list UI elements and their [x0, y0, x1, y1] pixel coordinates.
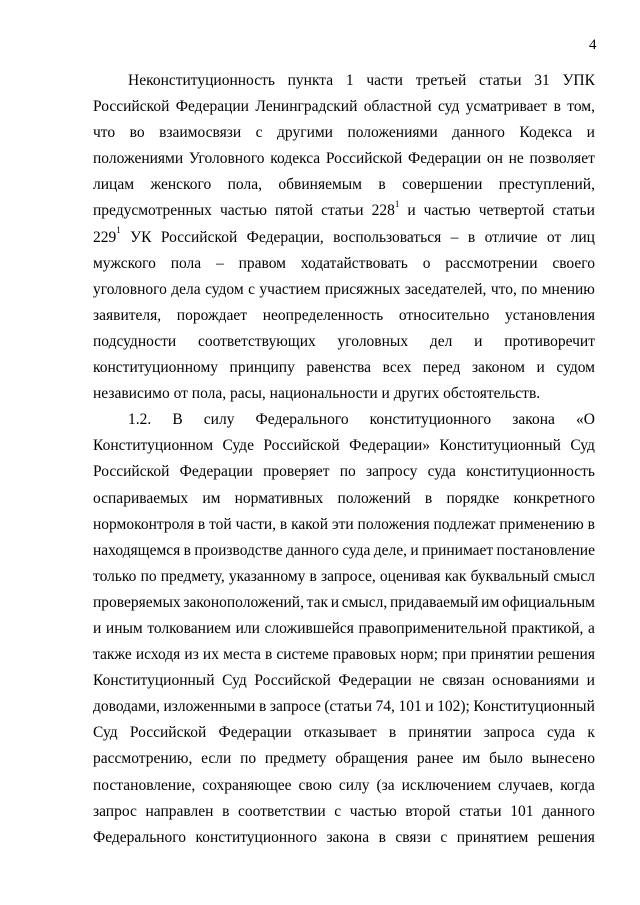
- word: им: [462, 750, 481, 768]
- word: в: [279, 515, 288, 533]
- word: частью: [423, 202, 471, 220]
- word: 102);: [437, 698, 470, 716]
- word: по: [521, 280, 538, 298]
- word: основаниями: [492, 672, 579, 690]
- word: конституционность: [466, 463, 595, 481]
- text-line: [93, 486, 595, 512]
- word: 31: [534, 72, 550, 89]
- word: закона: [512, 411, 555, 429]
- text-line: [93, 225, 595, 251]
- word: Суде: [222, 437, 254, 455]
- word: им: [481, 593, 500, 611]
- word: принципу: [229, 359, 295, 377]
- word: подсудности: [93, 332, 177, 350]
- word: УПК: [562, 72, 595, 89]
- word: дел: [429, 332, 453, 350]
- word: областной: [363, 98, 432, 116]
- word: места: [223, 646, 261, 664]
- word: отказывает: [303, 724, 377, 742]
- word: оценивая: [379, 567, 441, 585]
- word: частью: [349, 802, 397, 820]
- word: Конституционный: [93, 672, 215, 690]
- word: заявителя,: [93, 306, 162, 324]
- word: правом: [238, 254, 286, 272]
- word: суда: [546, 724, 576, 742]
- word: Российской: [254, 672, 331, 690]
- word: положениями: [347, 124, 438, 142]
- word: присяжных: [324, 280, 401, 298]
- word: позволяет: [529, 150, 595, 168]
- text-line: [93, 642, 595, 668]
- word: –: [216, 254, 224, 272]
- word: лиц: [570, 228, 595, 246]
- word: и: [410, 541, 419, 559]
- word: пола: [170, 254, 202, 272]
- word: Федерации: [407, 150, 482, 168]
- word: по: [240, 750, 257, 768]
- word: Неконституционность: [128, 72, 275, 89]
- word: нормативных: [234, 489, 324, 507]
- word: им: [202, 489, 221, 507]
- word: закона: [326, 828, 370, 846]
- word: производстве: [194, 541, 283, 559]
- text-line: [93, 825, 595, 851]
- word: перед: [422, 359, 461, 377]
- word: (статьи: [324, 698, 372, 716]
- word: конституционного: [195, 828, 317, 846]
- word: в: [309, 567, 317, 585]
- word: запросу: [366, 463, 418, 481]
- text-line: [93, 146, 595, 172]
- word: и: [425, 698, 434, 716]
- word: мнению: [541, 280, 595, 298]
- word: 101: [398, 698, 422, 716]
- word: том,: [567, 98, 595, 116]
- word: статьи: [321, 202, 364, 220]
- word: силу: [338, 776, 370, 794]
- word: эти: [331, 515, 354, 533]
- word: по: [140, 567, 157, 585]
- word: Российской: [129, 724, 207, 742]
- word: $229^1$: [93, 225, 121, 246]
- word: норм;: [400, 646, 439, 664]
- word: Российской: [325, 150, 403, 168]
- word: кодекса: [270, 150, 321, 168]
- word: указанному: [228, 567, 306, 585]
- word: 74,: [375, 698, 395, 716]
- word: или: [235, 619, 260, 637]
- word: вынесено: [531, 750, 595, 768]
- word: принятием: [456, 828, 529, 846]
- text-line: [93, 773, 595, 799]
- word: противоречит: [504, 332, 595, 350]
- word: решения: [537, 828, 595, 846]
- word: в: [553, 98, 561, 116]
- word: от: [546, 228, 562, 246]
- word: 101: [510, 802, 534, 820]
- word: предмету: [264, 750, 327, 768]
- word: в: [587, 515, 595, 533]
- word: относительно: [398, 306, 490, 324]
- word: постановление,: [93, 776, 196, 794]
- word: в: [424, 489, 433, 507]
- word: Уголовного: [188, 150, 265, 168]
- word: к: [587, 724, 595, 742]
- word: не: [508, 150, 524, 168]
- word: иным: [105, 619, 143, 637]
- word: (за: [376, 776, 395, 794]
- word: правоприменительной: [358, 619, 507, 637]
- word: воспользоваться: [333, 228, 442, 246]
- word: судом: [205, 280, 244, 298]
- word: принятии: [408, 724, 472, 742]
- word: с: [248, 280, 255, 298]
- word: из: [184, 646, 199, 664]
- text-line: [93, 668, 595, 694]
- word: направлен: [145, 802, 214, 820]
- word: порядке: [446, 489, 500, 507]
- word: Федерации,: [246, 228, 324, 246]
- word: исключением: [401, 776, 492, 794]
- word: запросе: [269, 698, 321, 716]
- word: предмету,: [160, 567, 225, 585]
- word: дела: [171, 280, 201, 298]
- word: пятой: [274, 202, 314, 220]
- word: Российской: [93, 463, 170, 481]
- word: Конституционный: [473, 698, 595, 716]
- word: конституционного: [369, 411, 492, 429]
- word: неопределенность: [262, 306, 384, 324]
- word: смысл,: [341, 593, 388, 611]
- word: статьи: [552, 202, 595, 220]
- word: и: [474, 332, 483, 350]
- word: практикой,: [511, 619, 584, 637]
- word: Федерации: [179, 463, 253, 481]
- word: конкретного: [513, 489, 595, 507]
- word: силу: [203, 411, 235, 429]
- paragraph-1: [93, 68, 595, 407]
- word: в: [467, 228, 476, 246]
- word: равенства: [306, 359, 372, 377]
- word: свою: [298, 776, 332, 794]
- word: оспариваемых: [93, 489, 189, 507]
- word: придаваемый: [389, 593, 479, 611]
- word: что,: [490, 280, 517, 298]
- word: другими: [277, 124, 333, 142]
- word: принимает: [422, 541, 494, 559]
- word: конституционному: [93, 359, 218, 377]
- word: о: [422, 254, 431, 272]
- word: в: [259, 698, 267, 716]
- word: как: [444, 567, 467, 585]
- word: четвертой: [478, 202, 545, 220]
- text-line: [93, 172, 595, 198]
- word: запросе,: [320, 567, 376, 585]
- word: деле,: [373, 541, 408, 559]
- word: Российской: [160, 228, 238, 246]
- word: пункта: [287, 72, 334, 89]
- word: статьи: [479, 72, 522, 89]
- word: суд: [438, 98, 460, 116]
- word: исходя: [135, 646, 181, 664]
- word: данного: [542, 802, 595, 820]
- word: данного: [452, 124, 505, 142]
- word: в: [378, 828, 386, 846]
- text-line: [93, 433, 595, 459]
- word: части: [366, 72, 403, 89]
- word: нормоконтроля: [93, 515, 195, 533]
- word: статьи: [459, 802, 502, 820]
- word: заседателей,: [404, 280, 487, 298]
- word: 1.2.: [128, 411, 152, 429]
- word: во: [129, 124, 145, 142]
- word: 1: [345, 72, 354, 89]
- word: в: [378, 176, 386, 194]
- text-line: [93, 68, 595, 94]
- paragraph-2: [93, 407, 595, 851]
- word: толкованием: [147, 619, 231, 637]
- word: с: [440, 828, 448, 846]
- word: и: [536, 359, 545, 377]
- word: подлежат: [433, 515, 496, 533]
- text-line: [93, 616, 595, 642]
- word: –: [450, 228, 459, 246]
- word: доводами,: [93, 698, 160, 716]
- word: с: [255, 124, 263, 142]
- text-line: [93, 538, 595, 564]
- text-line: [93, 590, 595, 616]
- word: буквальный: [470, 567, 550, 585]
- word: принятии: [470, 646, 534, 664]
- word: установления: [504, 306, 595, 324]
- word: а: [588, 619, 595, 637]
- word: женского: [150, 176, 212, 194]
- text-line: [93, 355, 595, 381]
- word: что: [93, 124, 116, 142]
- word: с: [334, 802, 342, 820]
- word: соответствующих: [197, 332, 316, 350]
- word: суда: [427, 463, 456, 481]
- superscript: 1: [116, 225, 121, 236]
- word: частью: [219, 202, 267, 220]
- word: Федерации: [338, 672, 412, 690]
- word: сохраняющее: [202, 776, 292, 794]
- word: отличие: [484, 228, 538, 246]
- word: рассмотрении: [445, 254, 538, 272]
- word: только: [93, 567, 137, 585]
- word: уголовных: [337, 332, 409, 350]
- word: какой: [291, 515, 329, 533]
- word: также: [93, 646, 132, 664]
- word: если: [201, 750, 232, 768]
- word: Федерального: [255, 411, 349, 429]
- text-line: [93, 277, 595, 303]
- word: в: [222, 802, 230, 820]
- word: так: [306, 593, 329, 611]
- word: порождает: [176, 306, 248, 324]
- word: официальным: [501, 593, 595, 611]
- text-line: [93, 746, 595, 772]
- word: второй: [405, 802, 451, 820]
- word: судом: [556, 359, 595, 377]
- word: рассмотрению,: [93, 750, 193, 768]
- word: законом: [471, 359, 525, 377]
- word: и: [586, 124, 595, 142]
- word: лицам: [93, 176, 135, 194]
- word: Конституционный: [439, 437, 561, 455]
- word: постановление: [496, 541, 595, 559]
- word: смысл: [553, 567, 595, 585]
- text-line: [93, 303, 595, 329]
- word: обращения: [335, 750, 409, 768]
- word: Суд: [222, 672, 247, 690]
- word: проверяет: [263, 463, 330, 481]
- word: третьей: [415, 72, 467, 89]
- word: запроса: [483, 724, 535, 742]
- text-line: [93, 198, 595, 224]
- word: преступлений,: [498, 176, 595, 194]
- text-line: [93, 120, 595, 146]
- word: изложенными: [163, 698, 256, 716]
- text-line: [93, 799, 595, 825]
- word: по: [339, 463, 356, 481]
- word: той: [209, 515, 232, 533]
- word: всех: [382, 359, 412, 377]
- word: обвиняемым: [278, 176, 362, 194]
- text-line: [93, 329, 595, 355]
- word: части,: [235, 515, 277, 533]
- word: В: [172, 411, 183, 429]
- word: их: [202, 646, 219, 664]
- text-line: [93, 512, 595, 538]
- word: было: [489, 750, 523, 768]
- word: он: [486, 150, 503, 168]
- word: связан: [442, 672, 485, 690]
- word: системе: [276, 646, 329, 664]
- document-body: [93, 68, 595, 851]
- word: Ленинградский: [255, 98, 358, 116]
- word: не: [419, 672, 435, 690]
- word: взаимосвязи: [159, 124, 242, 142]
- superscript: 1: [394, 199, 400, 210]
- word: суда: [342, 541, 371, 559]
- word: в: [197, 515, 206, 533]
- word: Конституционном: [93, 437, 214, 455]
- word: Федерации: [218, 724, 292, 742]
- word: и: [407, 202, 416, 220]
- word: УК: [130, 228, 152, 246]
- word: положений: [337, 489, 411, 507]
- word: запрос: [93, 802, 137, 820]
- word: «О: [576, 411, 595, 429]
- word: в: [183, 541, 191, 559]
- word: при: [442, 646, 467, 664]
- word: участием: [259, 280, 321, 298]
- text-line: [93, 720, 595, 746]
- word: соответствии: [238, 802, 326, 820]
- word: Суд: [93, 724, 118, 742]
- page-number: 4: [589, 37, 597, 53]
- word: усматривает: [465, 98, 548, 116]
- word: связи: [395, 828, 431, 846]
- word: Федерального: [93, 828, 187, 846]
- word: мужского: [93, 254, 156, 272]
- word: случаев,: [497, 776, 554, 794]
- word: когда: [560, 776, 595, 794]
- text-line: [93, 251, 595, 277]
- word: и: [93, 619, 102, 637]
- word: Федерации»: [349, 437, 431, 455]
- word: Кодекса: [519, 124, 573, 142]
- word: и: [330, 593, 339, 611]
- word: положениями: [93, 150, 184, 168]
- text-line: [93, 459, 595, 485]
- text-line: [93, 407, 595, 433]
- word: данного: [286, 541, 339, 559]
- word: решения: [537, 646, 595, 664]
- text-line-last: независимо от пола, расы, национальности и других обстоятельств.: [93, 385, 541, 403]
- word: Федерации: [175, 98, 249, 116]
- word: законоположений,: [183, 593, 304, 611]
- word: и: [586, 672, 595, 690]
- word: $228^1$: [371, 199, 400, 220]
- text-line: [93, 94, 595, 120]
- word: правовых: [332, 646, 397, 664]
- text-line: [93, 694, 595, 720]
- word: Российской: [263, 437, 340, 455]
- word: предусмотренных: [93, 202, 212, 220]
- word: пола,: [227, 176, 262, 194]
- word: своего: [552, 254, 595, 272]
- word: применению: [499, 515, 584, 533]
- word: проверяемых: [93, 593, 181, 611]
- word: в: [388, 724, 397, 742]
- word: положения: [357, 515, 430, 533]
- word: сложившейся: [264, 619, 354, 637]
- text-line: [93, 564, 595, 590]
- word: Суд: [570, 437, 595, 455]
- word: ходатайствовать: [300, 254, 408, 272]
- word: совершении: [402, 176, 483, 194]
- word: находящемся: [93, 541, 181, 559]
- word: ранее: [416, 750, 454, 768]
- word: уголовного: [93, 280, 167, 298]
- word: Российской: [93, 98, 170, 116]
- word: в: [264, 646, 273, 664]
